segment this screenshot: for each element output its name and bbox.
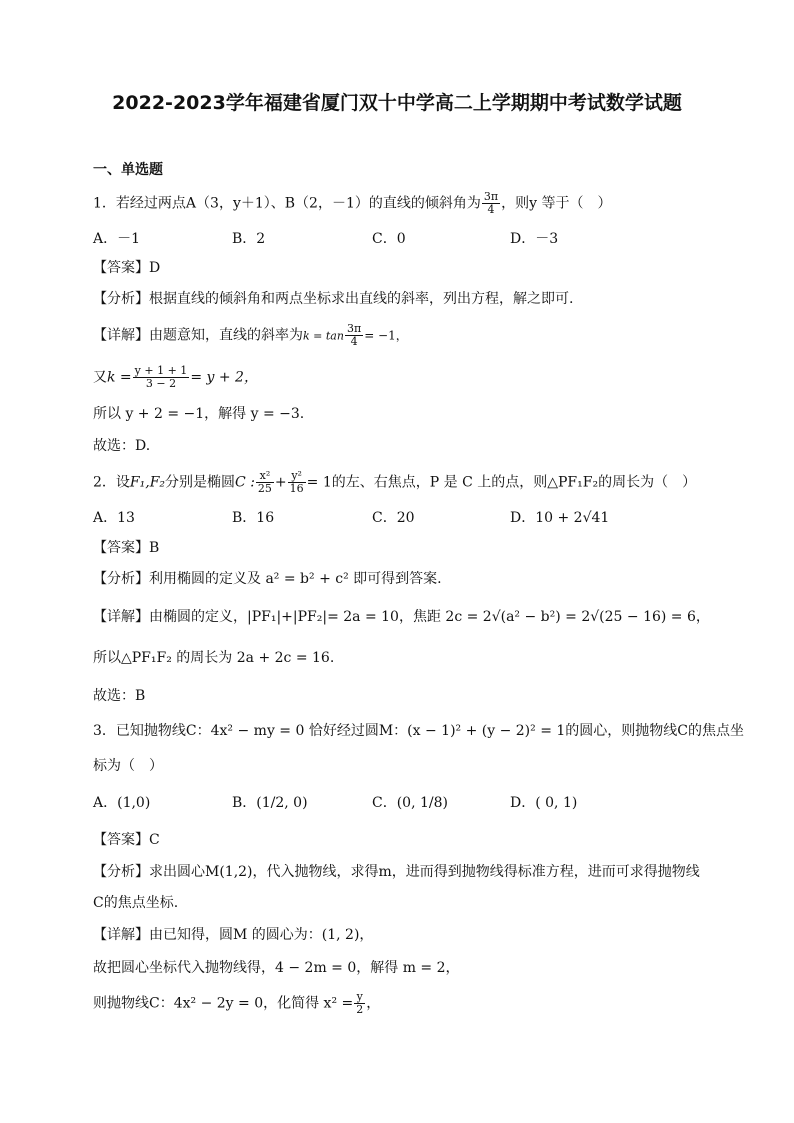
- q3-option-c: C．(0, 1/8): [372, 795, 448, 811]
- q2-option-a: A．13: [93, 510, 135, 526]
- q1-answer: D: [149, 260, 161, 276]
- q1-line2-k: k =: [107, 369, 132, 386]
- section-heading: 一、单选题: [93, 162, 163, 178]
- q2-foci: F₁,F₂: [129, 474, 166, 491]
- q1-detail-line: [93, 323, 408, 348]
- q2-option-c: C．20: [372, 510, 415, 526]
- q2-option-d: D．10 + 2√41: [510, 510, 610, 526]
- q3-line3: [93, 991, 380, 1016]
- q1-option-c: C．0: [372, 231, 406, 247]
- q2-answer: B: [149, 540, 160, 556]
- q2-y-den: 16: [289, 482, 304, 495]
- q1-angle-num: 3π: [483, 190, 499, 203]
- q3-line3-num: y: [354, 991, 365, 1004]
- detail-tag: 【详解】: [93, 927, 149, 943]
- q2-x-den: 25: [257, 482, 272, 495]
- q2-line2: 所以△PF₁F₂ 的周长为 2a + 2c = 16.: [93, 650, 335, 666]
- q2-stem-number: 2．设: [93, 474, 130, 491]
- q1-line2-prefix: 又: [93, 369, 107, 386]
- q1-line2-eq: = y + 2，: [190, 369, 258, 386]
- q1-detail-eq: = −1，: [364, 328, 408, 343]
- q2-answer-line: [93, 538, 159, 558]
- q3-line2: 故把圆心坐标代入抛物线得，4 − 2m = 0，解得 m = 2，: [93, 960, 460, 976]
- page-title: 2022-2023学年福建省厦门双十中学高二上学期期中考试数学试题: [112, 92, 682, 114]
- q3-answer-line: [93, 830, 160, 850]
- question-2-stem: 2．设F₁,F₂分别是椭圆C : $\frac{\text{x²}}{25}$ + $\frac{\text{y²}}{16}$ = 1的左、右焦点，P 是 C 上的点，则△PF₁F₂的周长为（ ）: [93, 469, 697, 495]
- q2-choose: 故选：B: [93, 688, 146, 704]
- q2-detail: 由椭圆的定义，|PF₁|+|PF₂|= 2a = 10，焦距 2c = 2√(a² − b²) = 2√(25 − 16) = 6，: [149, 609, 710, 625]
- q3-answer: C: [149, 832, 160, 848]
- answer-tag: 【答案】: [93, 260, 149, 276]
- analysis-tag: 【分析】: [93, 864, 149, 880]
- q1-choose: 故选：D.: [93, 438, 151, 454]
- q1-line2-fraction: [133, 365, 190, 390]
- answer-tag: 【答案】: [93, 540, 149, 556]
- q3-line3-fraction: [354, 991, 365, 1016]
- q3-detail-line: [93, 925, 373, 945]
- q3-line3-den: 2: [356, 1003, 364, 1016]
- q1-detail-fraction: [345, 323, 363, 348]
- q2-analysis-line: [93, 569, 442, 589]
- q1-stem-points: A（3，y＋1）、B（2，－1）的直线的倾斜角为: [185, 195, 481, 212]
- q3-option-a: A．(1,0): [93, 795, 151, 811]
- q1-analysis: 根据直线的倾斜角和两点坐标求出直线的斜率，列出方程，解之即可.: [149, 291, 574, 307]
- q3-line3-end: ，: [366, 995, 381, 1012]
- q1-angle-den: 4: [487, 203, 495, 216]
- q1-line2-num: y + 1 + 1: [134, 364, 188, 377]
- q3-analysis-line1: [93, 862, 700, 882]
- answer-tag: 【答案】: [93, 832, 149, 848]
- analysis-tag: 【分析】: [93, 291, 149, 307]
- q1-stem-number: 1．若经过两点: [93, 195, 186, 212]
- q2-stem-end: = 1的左、右焦点，P 是 C 上的点，则△PF₁F₂的周长为（ ）: [306, 474, 697, 491]
- q1-stem-end: ，则y 等于（ ）: [501, 195, 612, 212]
- q2-x-fraction: [256, 470, 274, 495]
- q3-detail: 由已知得，圆M 的圆心为：(1, 2)，: [149, 927, 374, 943]
- q2-analysis: 利用椭圆的定义及 a² = b² + c² 即可得到答案.: [149, 571, 442, 587]
- q3-line3-text: 则抛物线C：4x² − 2y = 0，化简得 x² =: [93, 995, 354, 1012]
- q1-detail-num: 3π: [346, 322, 362, 335]
- detail-tag: 【详解】: [93, 609, 149, 625]
- q2-y-num: y²: [288, 470, 306, 483]
- q1-detail-k: k = tan: [303, 329, 344, 343]
- q1-detail-den: 4: [350, 335, 358, 348]
- q1-option-d: D．－3: [510, 231, 559, 247]
- q2-option-b: B．16: [232, 510, 275, 526]
- q2-x-num: x²: [256, 470, 274, 483]
- q2-curve-name: C :: [235, 474, 255, 491]
- q1-option-b: B．2: [232, 231, 266, 247]
- question-3-stem-line2: 标为（ ）: [93, 758, 163, 774]
- q1-detail-text: 由题意知，直线的斜率为: [149, 327, 303, 344]
- q1-option-a: A．－1: [93, 231, 141, 247]
- q1-analysis-line: [93, 289, 573, 309]
- q3-option-b: B．(1/2, 0): [232, 795, 308, 811]
- q2-y-fraction: [288, 470, 306, 495]
- q1-angle-fraction: [482, 191, 500, 216]
- analysis-tag: 【分析】: [93, 571, 149, 587]
- question-1-stem: [93, 191, 611, 216]
- q1-answer-line: [93, 258, 160, 278]
- q1-line3: 所以 y + 2 = −1，解得 y = −3.: [93, 406, 305, 422]
- q2-detail-line: [93, 607, 710, 627]
- detail-tag: 【详解】: [93, 327, 149, 344]
- q3-analysis-1: 求出圆心M(1,2)，代入抛物线，求得m，进而得到抛物线得标准方程，进而可求得抛物线: [149, 864, 700, 880]
- q1-line2-den: 3 − 2: [145, 377, 177, 390]
- q3-option-d: D．( 0, 1): [510, 795, 578, 811]
- q2-stem-ellipse: 分别是椭圆: [165, 474, 236, 491]
- q1-line2: [93, 365, 258, 390]
- q3-analysis-line2: C的焦点坐标.: [93, 895, 179, 911]
- question-3-stem-line1: 3．已知抛物线C：4x² − my = 0 恰好经过圆M：(x − 1)² + (y − 2)² = 1的圆心，则抛物线C的焦点坐: [93, 723, 745, 739]
